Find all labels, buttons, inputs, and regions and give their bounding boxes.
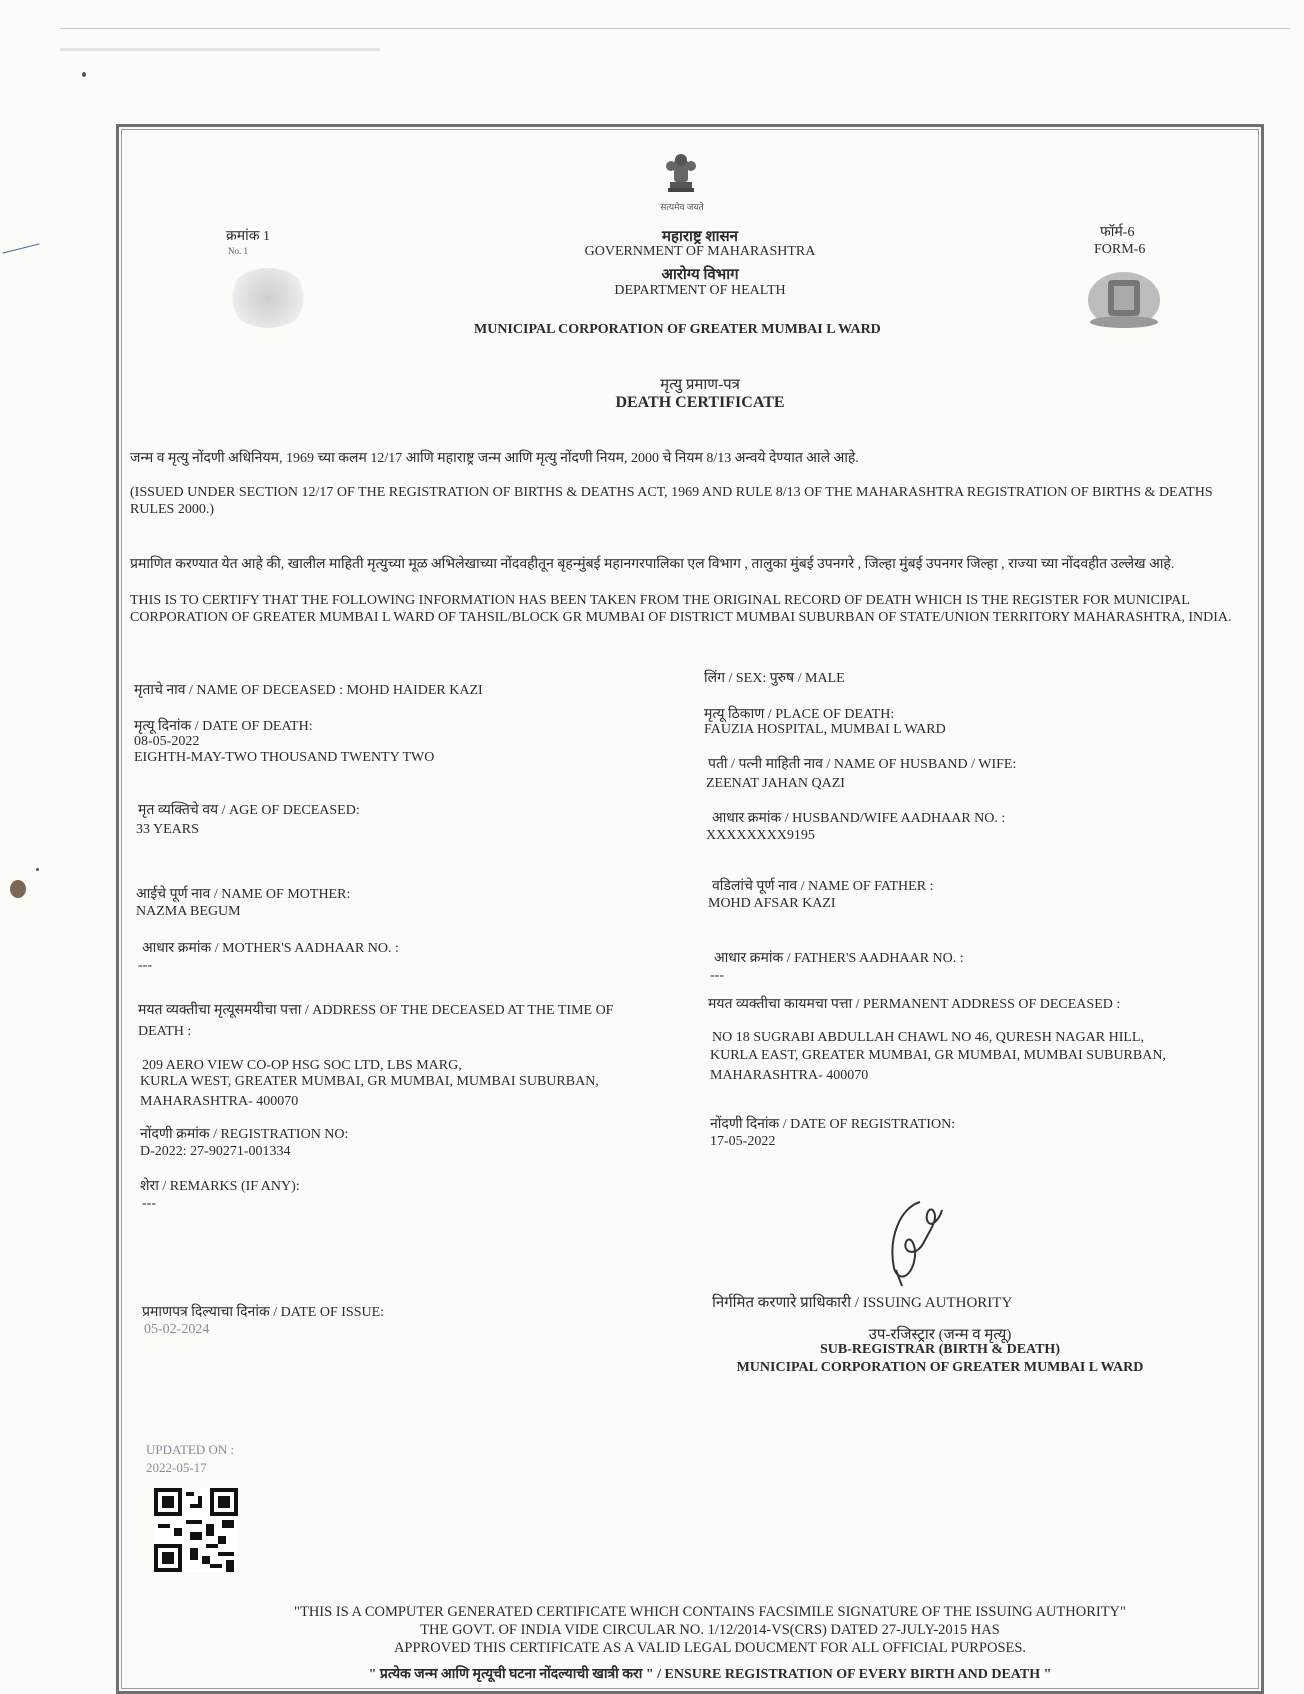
corporation-title: MUNICIPAL CORPORATION OF GREATER MUMBAI L WARD <box>474 322 881 337</box>
form-number-en: FORM-6 <box>1094 242 1146 257</box>
date-of-issue-label: प्रमाणपत्र दिल्याचा दिनांक / DATE OF ISSUE: <box>142 1305 385 1320</box>
spouse-name-value: ZEENAT JAHAN QAZI <box>706 776 845 791</box>
address-at-death-label-cont: DEATH : <box>138 1024 192 1039</box>
pen-mark <box>2 243 39 253</box>
authority-organization: MUNICIPAL CORPORATION OF GREATER MUMBAI L WARD <box>736 1360 1144 1375</box>
issuing-authority-label: निर्गमित करणारे प्राधिकारी / ISSUING AUTHORITY <box>712 1295 1013 1311</box>
address-at-death-label: मयत व्यक्तीचा मृत्यूसमयीचा पत्ता / ADDRESS OF THE DECEASED AT THE TIME OF <box>138 1003 614 1018</box>
sex-field <box>704 668 845 687</box>
father-aadhaar-value: --- <box>710 968 724 983</box>
permanent-address-label: मयत व्यक्तीचा कायमचा पत्ता / PERMANENT ADDRESS OF DECEASED : <box>708 997 1121 1012</box>
spouse-aadhaar-label: आधार क्रमांक / HUSBAND/WIFE AADHAAR NO. : <box>712 811 1006 826</box>
spouse-name-label: पती / पत्नी माहिती नाव / NAME OF HUSBAND / WIFE: <box>708 757 1017 772</box>
certificate-border <box>116 124 1264 1694</box>
registration-number-value: D-2022: 27-90271-001334 <box>140 1144 291 1159</box>
department-title-mr: आरोग्य विभाग <box>661 267 739 283</box>
act-reference-en: (ISSUED UNDER SECTION 12/17 OF THE REGISTRATION OF BIRTHS & DEATHS ACT, 1969 AND RULE 8/13 OF THE MAHARASHTRA REGISTRATION OF BIRTHS & DEATHS RULES 2000.) <box>130 485 1213 517</box>
permanent-address-line2: KURLA EAST, GREATER MUMBAI, GR MUMBAI, MUMBAI SUBURBAN, <box>710 1048 1166 1063</box>
sub-registrar-title-en: SUB-REGISTRAR (BIRTH & DEATH) <box>819 1342 1060 1357</box>
sex-label: लिंग / SEX: <box>704 671 767 686</box>
deceased-name-label: मृताचे नाव / NAME OF DECEASED : <box>134 683 344 698</box>
updated-on-date: 2022-05-17 <box>146 1460 207 1475</box>
date-of-death-words: EIGHTH-MAY-TWO THOUSAND TWENTY TWO <box>134 750 435 765</box>
place-of-death-label: मृत्यू ठिकाण / PLACE OF DEATH: <box>704 707 895 722</box>
registration-date-value: 17-05-2022 <box>710 1134 776 1149</box>
father-name-label: वडिलांचे पूर्ण नाव / NAME OF FATHER : <box>712 879 934 894</box>
place-of-death-value: FAUZIA HOSPITAL, MUMBAI L WARD <box>704 722 946 737</box>
footer-disclaimer-line1: "THIS IS A COMPUTER GENERATED CERTIFICATE WHICH CONTAINS FACSIMILE SIGNATURE OF THE ISSUING AUTHORITY" <box>294 1604 1126 1620</box>
qr-code-icon <box>154 1488 238 1572</box>
government-title-en: GOVERNMENT OF MAHARASHTRA <box>584 244 816 259</box>
government-title-mr: महाराष्ट्र शासन <box>662 229 738 245</box>
address-at-death-line3: MAHARASHTRA- 400070 <box>140 1094 299 1109</box>
updated-on-label: UPDATED ON : <box>146 1442 235 1457</box>
certificate-title-en: DEATH CERTIFICATE <box>615 394 785 411</box>
registration-number-label: नोंदणी क्रमांक / REGISTRATION NO: <box>140 1127 349 1142</box>
father-aadhaar-label: आधार क्रमांक / FATHER'S AADHAAR NO. : <box>714 951 964 966</box>
dust-speck <box>36 868 39 871</box>
spouse-aadhaar-value: XXXXXXXX9195 <box>706 828 815 843</box>
dust-speck <box>10 880 26 898</box>
age-label: मृत व्यक्तिचे वय / AGE OF DECEASED: <box>138 803 360 818</box>
date-of-death-value: 08-05-2022 <box>134 734 200 749</box>
mother-aadhaar-value: --- <box>138 958 152 973</box>
date-of-death-label: मृत्यू दिनांक / DATE OF DEATH: <box>134 719 313 734</box>
mcgm-crest-icon <box>1084 266 1164 332</box>
permanent-address-line3: MAHARASHTRA- 400070 <box>710 1068 869 1083</box>
mother-aadhaar-label: आधार क्रमांक / MOTHER'S AADHAAR NO. : <box>142 941 399 956</box>
footer-disclaimer-line2: THE GOVT. OF INDIA VIDE CIRCULAR NO. 1/12/2014-VS(CRS) DATED 27-JULY-2015 HAS <box>420 1622 1000 1638</box>
scan-smudge <box>60 48 380 51</box>
certificate-title-mr: मृत्यु प्रमाण-पत्र <box>660 377 740 393</box>
scan-edge-line <box>60 28 1290 29</box>
footer-disclaimer-line3: APPROVED THIS CERTIFICATE AS A VALID LEGAL DOUCMENT FOR ALL OFFICIAL PURPOSES. <box>393 1640 1027 1656</box>
mother-name-label: आईचे पूर्ण नाव / NAME OF MOTHER: <box>136 887 351 902</box>
deceased-name-value: MOHD HAIDER KAZI <box>346 683 483 698</box>
date-of-issue-value: 05-02-2024 <box>144 1322 210 1337</box>
address-at-death-line2: KURLA WEST, GREATER MUMBAI, GR MUMBAI, MUMBAI SUBURBAN, <box>140 1074 599 1089</box>
sub-registrar-title-mr: उप-रजिस्ट्रार (जन्म व मृत्यू) <box>868 1327 1012 1343</box>
age-value: 33 YEARS <box>136 822 199 837</box>
emblem-motto: सत्यमेव जयते <box>660 202 704 212</box>
form-number-mr: फॉर्म-6 <box>1100 225 1135 240</box>
serial-number-en: No. 1 <box>228 246 248 256</box>
remarks-label: शेरा / REMARKS (IF ANY): <box>140 1179 300 1194</box>
registration-date-label: नोंदणी दिनांक / DATE OF REGISTRATION: <box>710 1117 956 1132</box>
registration-slogan: " प्रत्येक जन्म आणि मृत्यूची घटना नोंदल्याची खात्री करा " / ENSURE REGISTRATION OF EVERY BIRTH AND DEATH " <box>368 1667 1052 1682</box>
address-at-death-line1: 209 AERO VIEW CO-OP HSG SOC LTD, LBS MARG, <box>142 1058 462 1073</box>
dust-speck <box>82 72 86 77</box>
maharashtra-seal-icon <box>228 268 308 328</box>
father-name-value: MOHD AFSAR KAZI <box>708 896 836 911</box>
certify-statement-en: THIS IS TO CERTIFY THAT THE FOLLOWING INFORMATION HAS BEEN TAKEN FROM THE ORIGINAL RECORD OF DEATH WHICH IS THE REGISTER FOR MUNICIPAL CORPORATION OF GREATER MUMBAI L WARD OF TAHSIL/BLOCK GR MUMBAI OF DISTRICT MUMBAI SUBURBAN OF STATE/UNION TERRITORY MAHARASHTRA, INDIA. <box>130 593 1232 625</box>
serial-number-mr: क्रमांक 1 <box>226 229 271 244</box>
permanent-address-line1: NO 18 SUGRABI ABDULLAH CHAWL NO 46, QURESH NAGAR HILL, <box>712 1030 1144 1045</box>
mother-name-value: NAZMA BEGUM <box>136 904 241 919</box>
national-emblem-icon <box>656 152 706 204</box>
deceased-name-field <box>134 680 483 699</box>
certify-statement-mr: प्रमाणित करण्यात येत आहे की, खालील माहिती मृत्युच्या मूळ अभिलेखाच्या नोंदवहीतून बृहन्मुंबई महानगरपालिका एल विभाग , तालुका मुंबई उपनगरे , जिल्हा मुंबई उपनगर जिल्हा , राज्या च्या नोंदवहीत उल्लेख आहे. <box>130 557 1175 572</box>
remarks-value: --- <box>142 1196 156 1211</box>
act-reference-mr: जन्म व मृत्यु नोंदणी अधिनियम, 1969 च्या कलम 12/17 आणि महाराष्ट्र जन्म आणि मृत्यु नोंदणी नियम, 2000 चे नियम 8/13 अन्वये देण्यात आले आहे. <box>130 451 859 466</box>
sex-value: पुरुष / MALE <box>769 671 845 686</box>
signature-icon <box>880 1198 950 1288</box>
department-title-en: DEPARTMENT OF HEALTH <box>614 283 786 298</box>
